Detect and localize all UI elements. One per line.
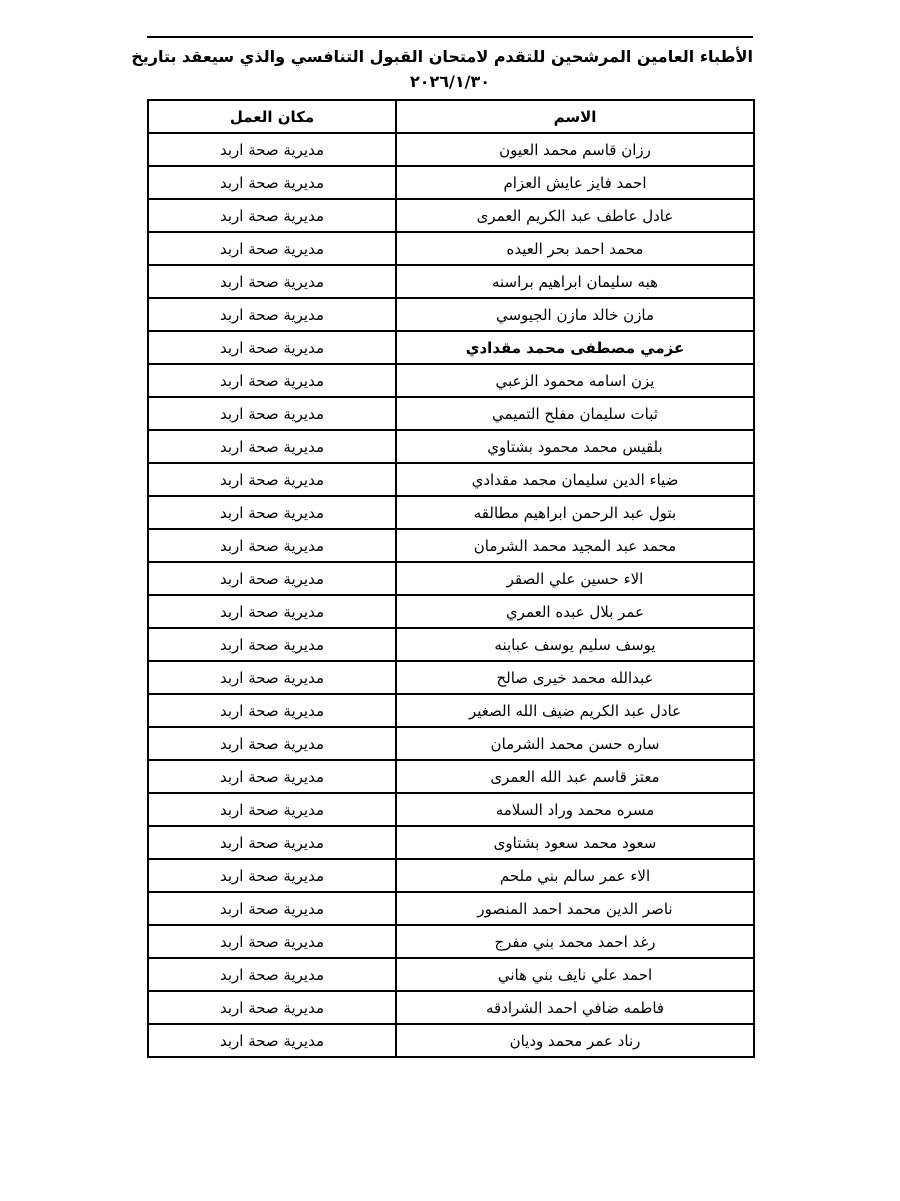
workplace-cell: مديرية صحة اربد (148, 133, 396, 166)
table-row (148, 727, 754, 760)
candidate-name-cell: عادل عاطف عبد الكريم العمرى (396, 199, 754, 232)
workplace-cell: مديرية صحة اربد (148, 397, 396, 430)
table-row (148, 529, 754, 562)
workplace-cell: مديرية صحة اربد (148, 727, 396, 760)
workplace-cell: مديرية صحة اربد (148, 826, 396, 859)
candidate-name-cell: عبدالله محمد خيرى صالح (396, 661, 754, 694)
candidate-name-cell: معتز قاسم عبد الله العمرى (396, 760, 754, 793)
candidate-name-cell: رناد عمر محمد وديان (396, 1024, 754, 1057)
workplace-cell: مديرية صحة اربد (148, 694, 396, 727)
workplace-cell: مديرية صحة اربد (148, 925, 396, 958)
workplace-cell: مديرية صحة اربد (148, 529, 396, 562)
candidate-name-cell: ناصر الدين محمد احمد المنصور (396, 892, 754, 925)
table-row (148, 1024, 754, 1057)
workplace-cell: مديرية صحة اربد (148, 364, 396, 397)
candidate-name-cell: هبه سليمان ابراهيم براسنه (396, 265, 754, 298)
candidate-name-cell: رزان قاسم محمد العيون (396, 133, 754, 166)
table-row (148, 892, 754, 925)
workplace-cell: مديرية صحة اربد (148, 463, 396, 496)
document-page (0, 36, 900, 1201)
workplace-cell: مديرية صحة اربد (148, 892, 396, 925)
candidate-name-cell: ضياء الدين سليمان محمد مقدادي (396, 463, 754, 496)
candidate-name-cell: الاء حسين علي الصقر (396, 562, 754, 595)
workplace-cell: مديرية صحة اربد (148, 793, 396, 826)
candidate-name-cell: احمد فايز عايش العزام (396, 166, 754, 199)
table-row (148, 298, 754, 331)
table-row (148, 331, 754, 364)
table-row (148, 661, 754, 694)
workplace-cell: مديرية صحة اربد (148, 661, 396, 694)
candidate-name-cell: بلقيس محمد محمود بشتاوي (396, 430, 754, 463)
page-title: الأطباء العامين المرشحين للتقدم لامتحان القبول التنافسي والذي سيعقد بتاريخ (131, 47, 753, 66)
document-sheet (131, 36, 753, 1058)
candidate-name-cell: ساره حسن محمد الشرمان (396, 727, 754, 760)
column-header-name: الاسم (396, 100, 754, 133)
table-row (148, 793, 754, 826)
candidate-name-cell: فاطمه ضافي احمد الشرادقه (396, 991, 754, 1024)
table-row (148, 562, 754, 595)
table-row (148, 991, 754, 1024)
exam-date: ٢٠٢٦/١/٣٠ (409, 72, 491, 91)
table-row (148, 958, 754, 991)
candidates-table (147, 99, 755, 1058)
candidate-name-cell: مازن خالد مازن الجيوسي (396, 298, 754, 331)
table-row (148, 199, 754, 232)
workplace-cell: مديرية صحة اربد (148, 430, 396, 463)
workplace-cell: مديرية صحة اربد (148, 562, 396, 595)
table-row (148, 859, 754, 892)
candidate-name-cell: يزن اسامه محمود الزعبي (396, 364, 754, 397)
workplace-cell: مديرية صحة اربد (148, 760, 396, 793)
workplace-cell: مديرية صحة اربد (148, 199, 396, 232)
candidate-name-cell: يوسف سليم يوسف عبابنه (396, 628, 754, 661)
candidate-name-cell: عزمي مصطفى محمد مقدادي (396, 331, 754, 364)
workplace-cell: مديرية صحة اربد (148, 331, 396, 364)
table-row (148, 496, 754, 529)
page-title-block (131, 38, 753, 94)
workplace-cell: مديرية صحة اربد (148, 595, 396, 628)
candidates-table-body (148, 133, 754, 1057)
candidate-name-cell: ثبات سليمان مفلح التميمي (396, 397, 754, 430)
table-row (148, 628, 754, 661)
candidate-name-cell: الاء عمر سالم بني ملحم (396, 859, 754, 892)
table-row (148, 463, 754, 496)
workplace-cell: مديرية صحة اربد (148, 628, 396, 661)
workplace-cell: مديرية صحة اربد (148, 166, 396, 199)
page-title-date (147, 69, 753, 94)
workplace-cell: مديرية صحة اربد (148, 958, 396, 991)
workplace-cell: مديرية صحة اربد (148, 232, 396, 265)
workplace-cell: مديرية صحة اربد (148, 496, 396, 529)
table-row (148, 364, 754, 397)
candidate-name-cell: محمد عبد المجيد محمد الشرمان (396, 529, 754, 562)
table-row (148, 166, 754, 199)
table-row (148, 694, 754, 727)
table-row (148, 595, 754, 628)
candidate-name-cell: رغد احمد محمد بني مفرج (396, 925, 754, 958)
candidate-name-cell: عمر بلال عبده العمري (396, 595, 754, 628)
table-row (148, 925, 754, 958)
table-row (148, 760, 754, 793)
workplace-cell: مديرية صحة اربد (148, 265, 396, 298)
candidate-name-cell: محمد احمد بحر العيده (396, 232, 754, 265)
table-row (148, 265, 754, 298)
table-row (148, 430, 754, 463)
workplace-cell: مديرية صحة اربد (148, 298, 396, 331)
candidate-name-cell: سعود محمد سعود بشتاوى (396, 826, 754, 859)
candidate-name-cell: بتول عبد الرحمن ابراهيم مطالقه (396, 496, 754, 529)
table-row (148, 397, 754, 430)
workplace-cell: مديرية صحة اربد (148, 991, 396, 1024)
candidate-name-cell: احمد علي نايف بني هاني (396, 958, 754, 991)
table-header-row (148, 100, 754, 133)
workplace-cell: مديرية صحة اربد (148, 859, 396, 892)
table-row (148, 133, 754, 166)
table-row (148, 232, 754, 265)
candidate-name-cell: مسره محمد وراد السلامه (396, 793, 754, 826)
candidate-name-cell: عادل عبد الكريم ضيف الله الصغير (396, 694, 754, 727)
column-header-workplace: مكان العمل (148, 100, 396, 133)
table-row (148, 826, 754, 859)
workplace-cell: مديرية صحة اربد (148, 1024, 396, 1057)
